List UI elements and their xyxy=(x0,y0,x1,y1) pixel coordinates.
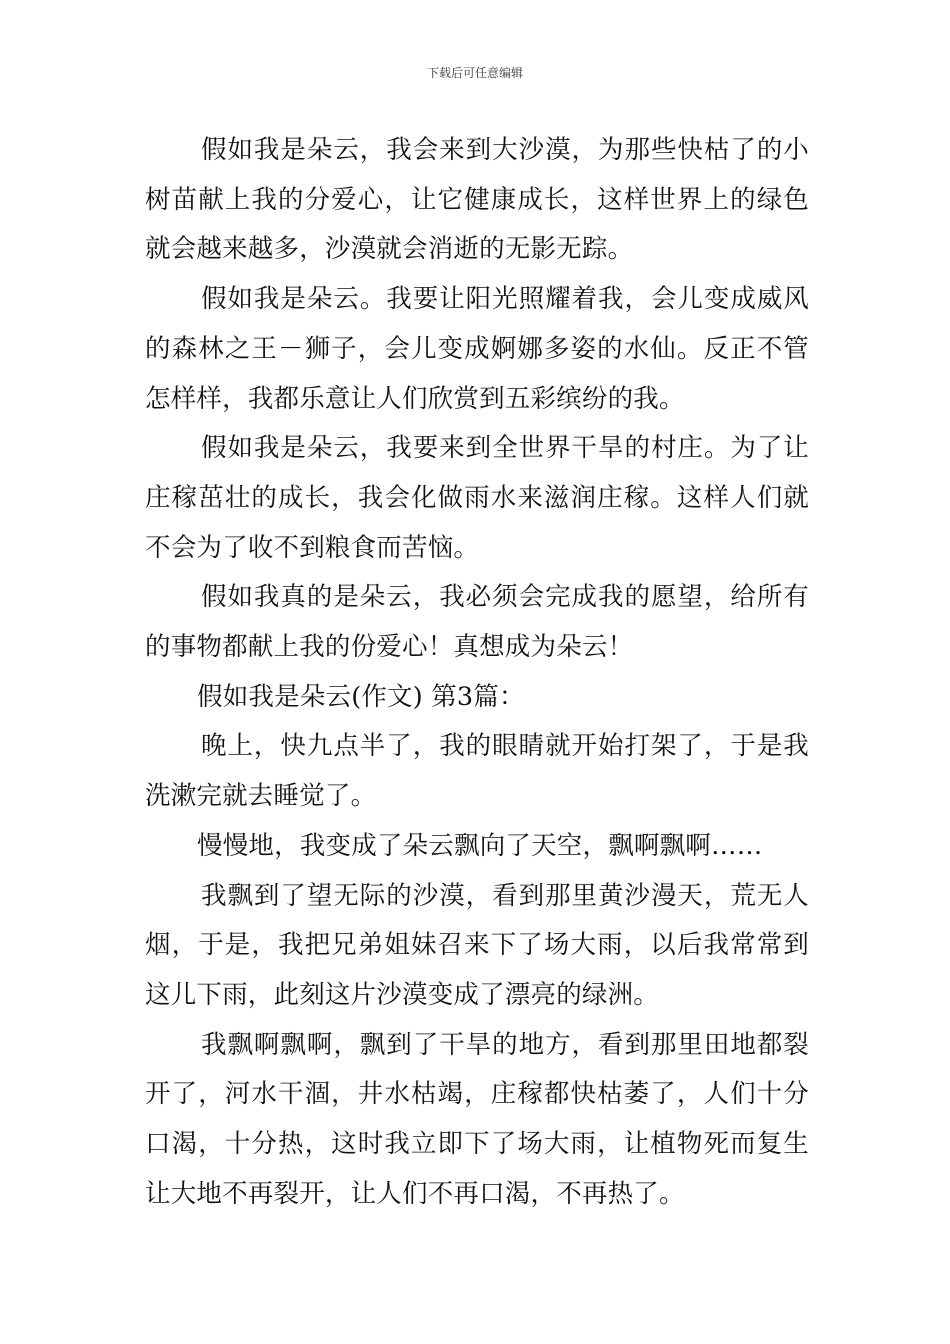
paragraph: 假如我真的是朵云，我必须会完成我的愿望，给所有的事物都献上我的份爱心！真想成为朵云！ xyxy=(145,582,809,663)
page-header: 下载后可任意编辑 xyxy=(426,66,523,80)
paragraph: 我飘到了望无际的沙漠，看到那里黄沙漫天，荒无人烟，于是，我把兄弟姐妹召来下了场大雨，以后我常常到这儿下雨，此刻这片沙漠变成了漂亮的绿洲。 xyxy=(145,880,809,1010)
paragraph: 假如我是朵云，我会来到大沙漠，为那些快枯了的小树苗献上我的分爱心，让它健康成长，这样世界上的绿色就会越来越多，沙漠就会消逝的无影无踪。 xyxy=(145,135,809,265)
paragraph: 晚上，快九点半了，我的眼睛就开始打架了，于是我洗漱完就去睡觉了。 xyxy=(145,731,809,812)
section-heading: 假如我是朵云(作文) 第3篇： xyxy=(197,681,525,712)
paragraph: 假如我是朵云，我要来到全世界干旱的村庄。为了让庄稼茁壮的成长，我会化做雨水来滋润庄稼。这样人们就不会为了收不到粮食而苦恼。 xyxy=(145,433,809,563)
paragraph: 假如我是朵云。我要让阳光照耀着我，会儿变成威风的森林之王－狮子，会儿变成婀娜多姿的水仙。反正不管怎样样，我都乐意让人们欣赏到五彩缤纷的我。 xyxy=(145,284,809,414)
paragraph: 慢慢地，我变成了朵云飘向了天空，飘啊飘啊…… xyxy=(197,830,763,861)
document-body xyxy=(145,126,809,1219)
paragraph: 我飘啊飘啊，飘到了干旱的地方，看到那里田地都裂开了，河水干涸，井水枯竭，庄稼都快枯萎了，人们十分口渴，十分热，这时我立即下了场大雨，让植物死而复生让大地不再裂开，让人们不再口渴，不再热了。 xyxy=(145,1029,809,1209)
